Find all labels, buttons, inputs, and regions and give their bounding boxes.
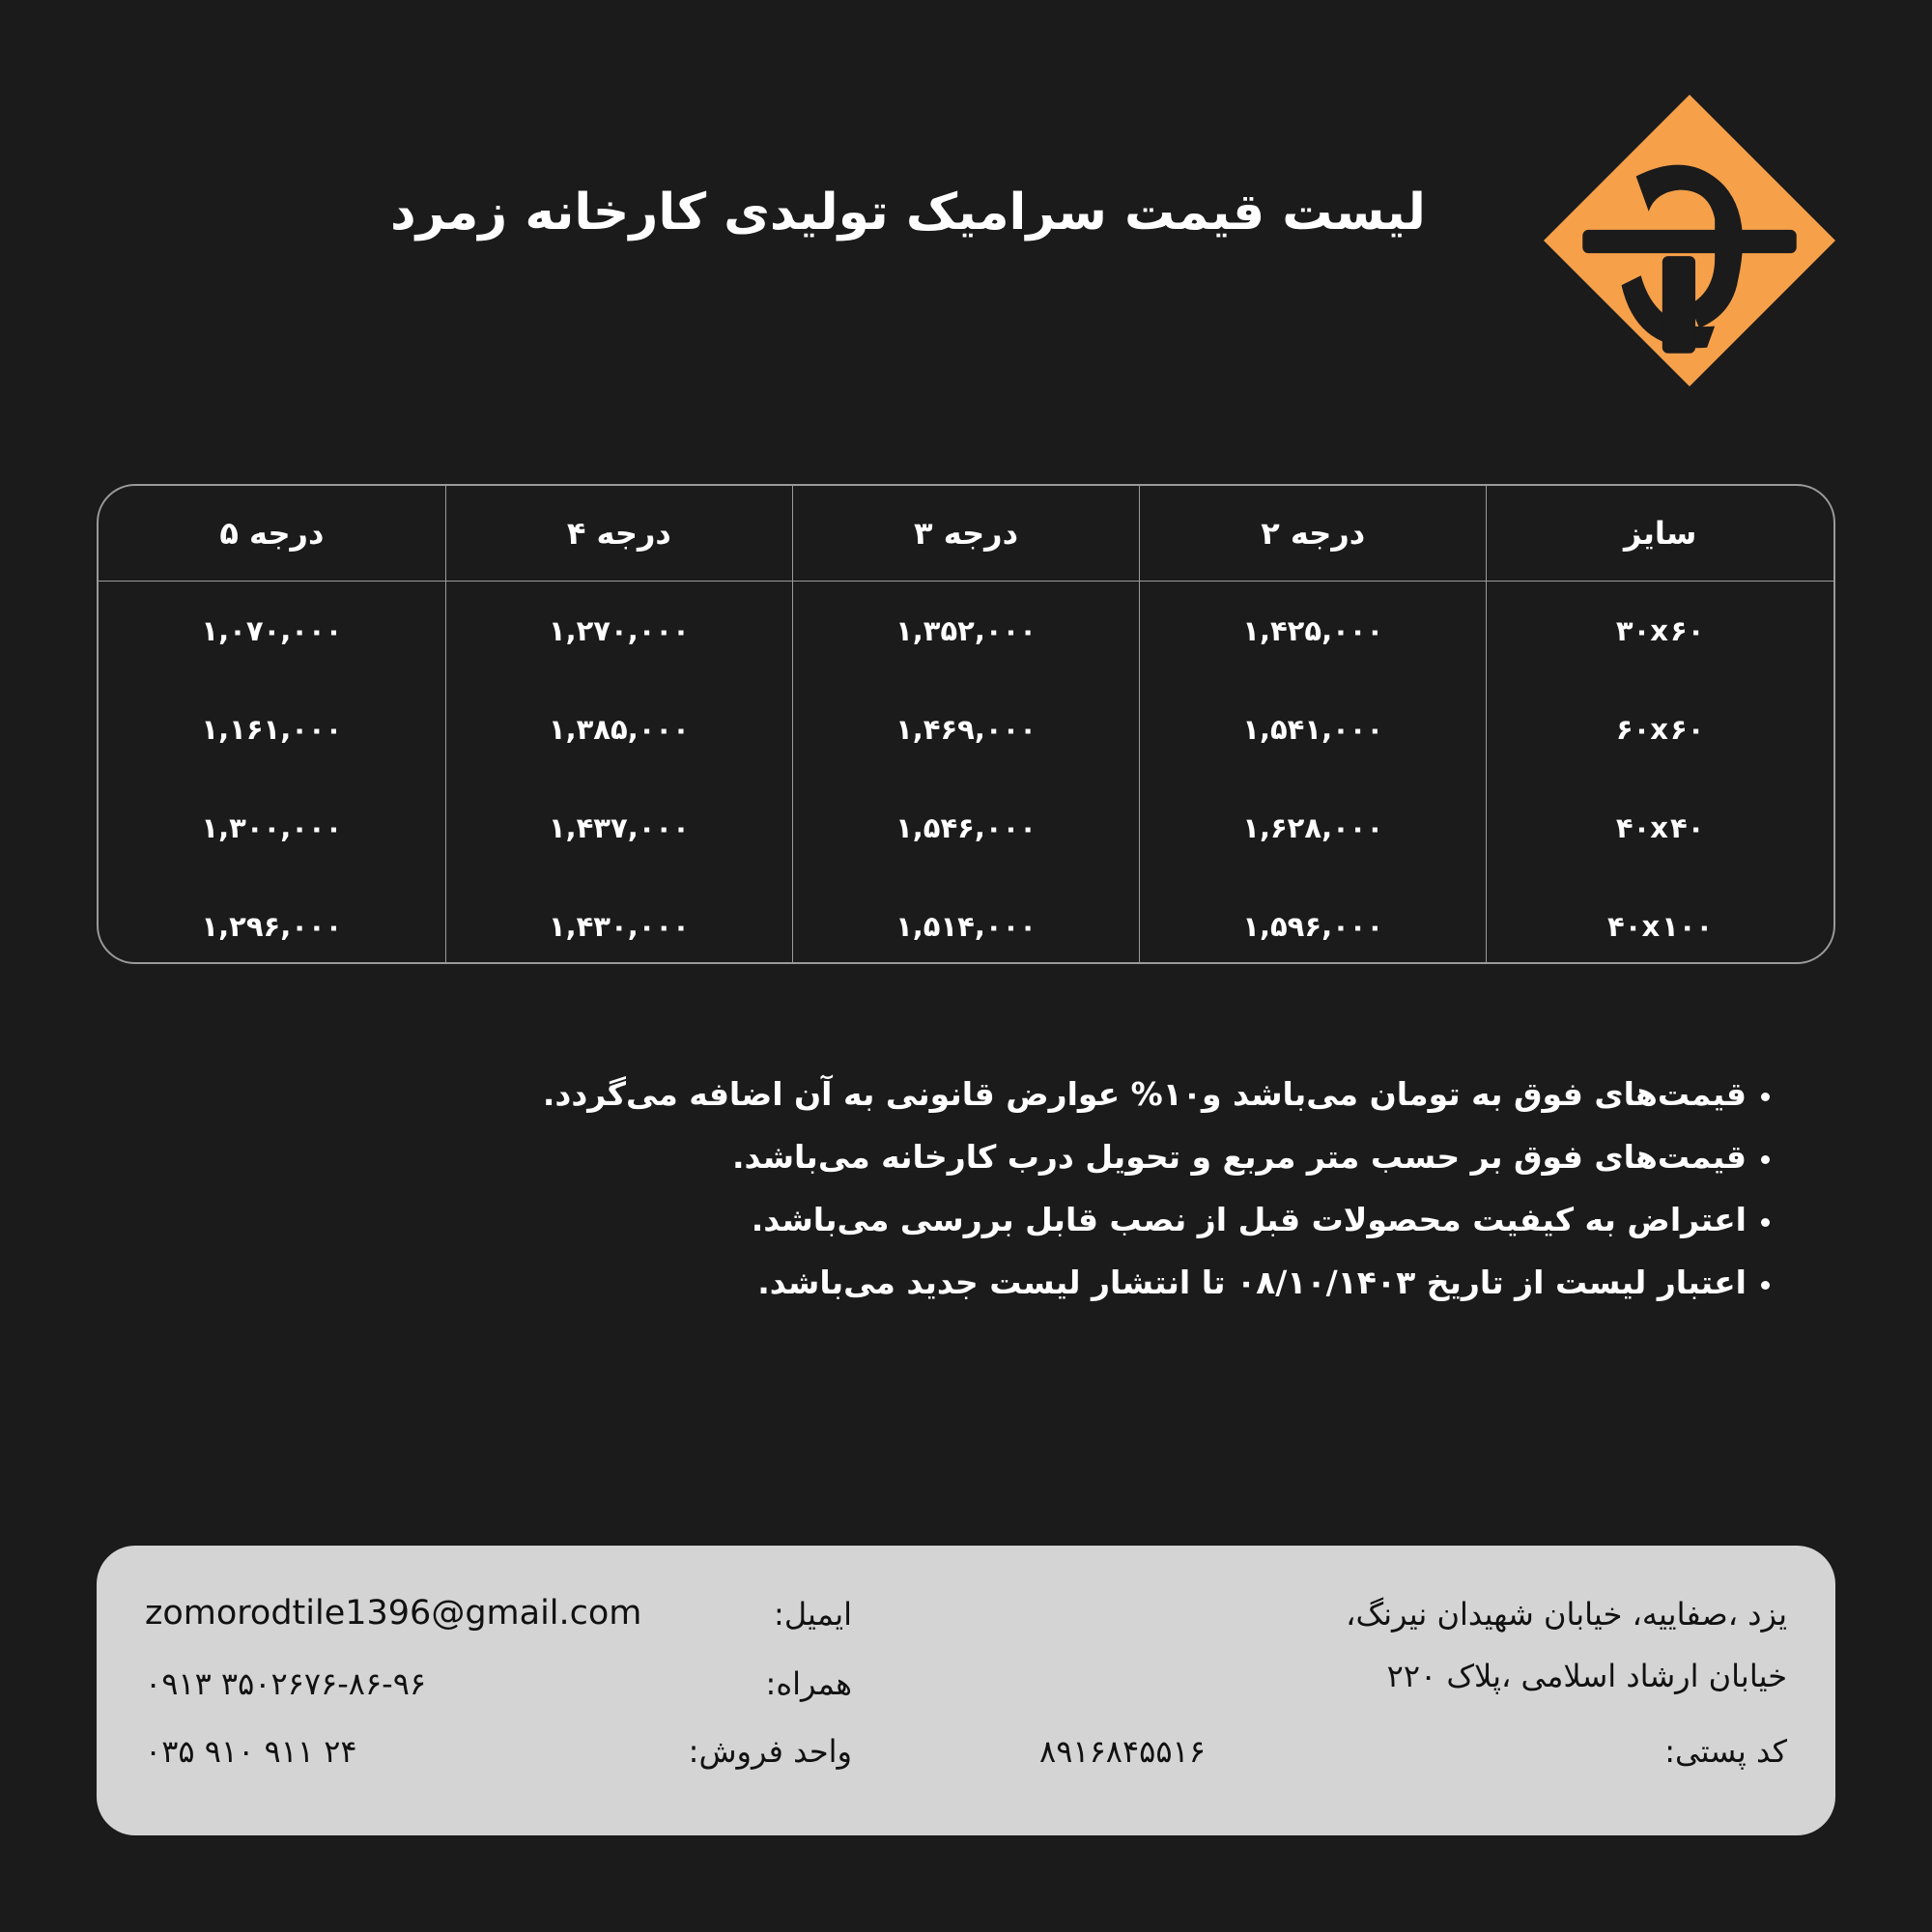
sales-number: ۰۳۵ ۹۱۰ ۹۱۱ ۲۴ xyxy=(145,1733,357,1770)
table-header-row xyxy=(99,486,1833,582)
header-grade-5: درجه ۵ xyxy=(99,486,445,582)
note-item: • قیمت‌های فوق به تومان می‌باشد و۱۰% عوارض قانونی به آن اضافه می‌گردد. xyxy=(491,1063,1747,1125)
cell-grade-5: ۱,۰۷۰,۰۰۰ xyxy=(201,614,343,647)
header-grade-2: درجه ۲ xyxy=(1140,486,1487,582)
address-line-2: خیابان ارشاد اسلامی ،پلاک ۲۲۰ xyxy=(1386,1658,1787,1694)
note-item: • قیمت‌های فوق بر حسب متر مربع و تحویل درب کارخانه می‌باشد. xyxy=(491,1125,1747,1188)
mobile-number: ۰۹۱۳ ۳۵۰۲۶۷۶-۸۶-۹۶ xyxy=(145,1665,427,1702)
table-row xyxy=(99,680,1833,779)
table-row xyxy=(99,779,1833,877)
email-link[interactable]: zomorodtile1396@gmail.com xyxy=(145,1594,642,1633)
mobile-label: همراه: xyxy=(765,1665,852,1702)
email-label: ایمیل: xyxy=(774,1596,852,1633)
header-size: سایز xyxy=(1487,486,1833,582)
cell-grade-3: ۱,۴۶۹,۰۰۰ xyxy=(792,680,1139,779)
cell-size: ۶۰x۶۰ xyxy=(1487,680,1833,779)
table-row xyxy=(99,877,1833,964)
notes-list xyxy=(491,1063,1785,1314)
cell-grade-4: ۱,۴۳۷,۰۰۰ xyxy=(445,779,792,877)
cell-grade-3: ۱,۵۱۴,۰۰۰ xyxy=(792,877,1139,964)
cell-grade-2: ۱,۵۴۱,۰۰۰ xyxy=(1140,680,1487,779)
cell-grade-2: ۱,۴۲۵,۰۰۰ xyxy=(1140,582,1487,681)
postal-code: ۸۹۱۶۸۴۵۵۱۶ xyxy=(1039,1733,1206,1770)
cell-size: ۳۰x۶۰ xyxy=(1487,582,1833,681)
cell-grade-4: ۱,۳۸۵,۰۰۰ xyxy=(445,680,792,779)
note-item: • اعتبار لیست از تاریخ ۰۸/۱۰/۱۴۰۳ تا انتشار لیست جدید می‌باشد. xyxy=(491,1251,1747,1314)
note-item: • اعتراض به کیفیت محصولات قبل از نصب قابل بررسی می‌باشد. xyxy=(491,1188,1747,1251)
page-title: لیست قیمت سرامیک تولیدی کارخانه زمرد xyxy=(390,184,1426,242)
zomorod-logo xyxy=(1544,95,1835,386)
cell-grade-5: ۱,۱۶۱,۰۰۰ xyxy=(201,713,343,746)
price-grid xyxy=(99,486,1833,964)
cell-grade-3: ۱,۵۴۶,۰۰۰ xyxy=(792,779,1139,877)
contact-footer xyxy=(97,1546,1835,1835)
cell-size: ۴۰x۴۰ xyxy=(1487,779,1833,877)
cell-grade-3: ۱,۳۵۲,۰۰۰ xyxy=(792,582,1139,681)
cell-size: ۴۰x۱۰۰ xyxy=(1487,877,1833,964)
price-table xyxy=(97,484,1835,964)
cell-grade-2: ۱,۵۹۶,۰۰۰ xyxy=(1140,877,1487,964)
cell-grade-4: ۱,۲۷۰,۰۰۰ xyxy=(445,582,792,681)
cell-grade-4: ۱,۴۳۰,۰۰۰ xyxy=(445,877,792,964)
header-grade-4: درجه ۴ xyxy=(445,486,792,582)
cell-grade-2: ۱,۶۲۸,۰۰۰ xyxy=(1140,779,1487,877)
table-row xyxy=(99,582,1833,681)
header-grade-3: درجه ۳ xyxy=(792,486,1139,582)
cell-grade-5: ۱,۳۰۰,۰۰۰ xyxy=(201,811,343,844)
address-line-1: یزد ،صفاییه، خیابان شهیدان نیرنگ، xyxy=(1346,1596,1787,1633)
postal-label: کد پستی: xyxy=(1664,1733,1787,1770)
cell-grade-5: ۱,۲۹۶,۰۰۰ xyxy=(201,910,343,943)
sales-label: واحد فروش: xyxy=(688,1733,852,1770)
